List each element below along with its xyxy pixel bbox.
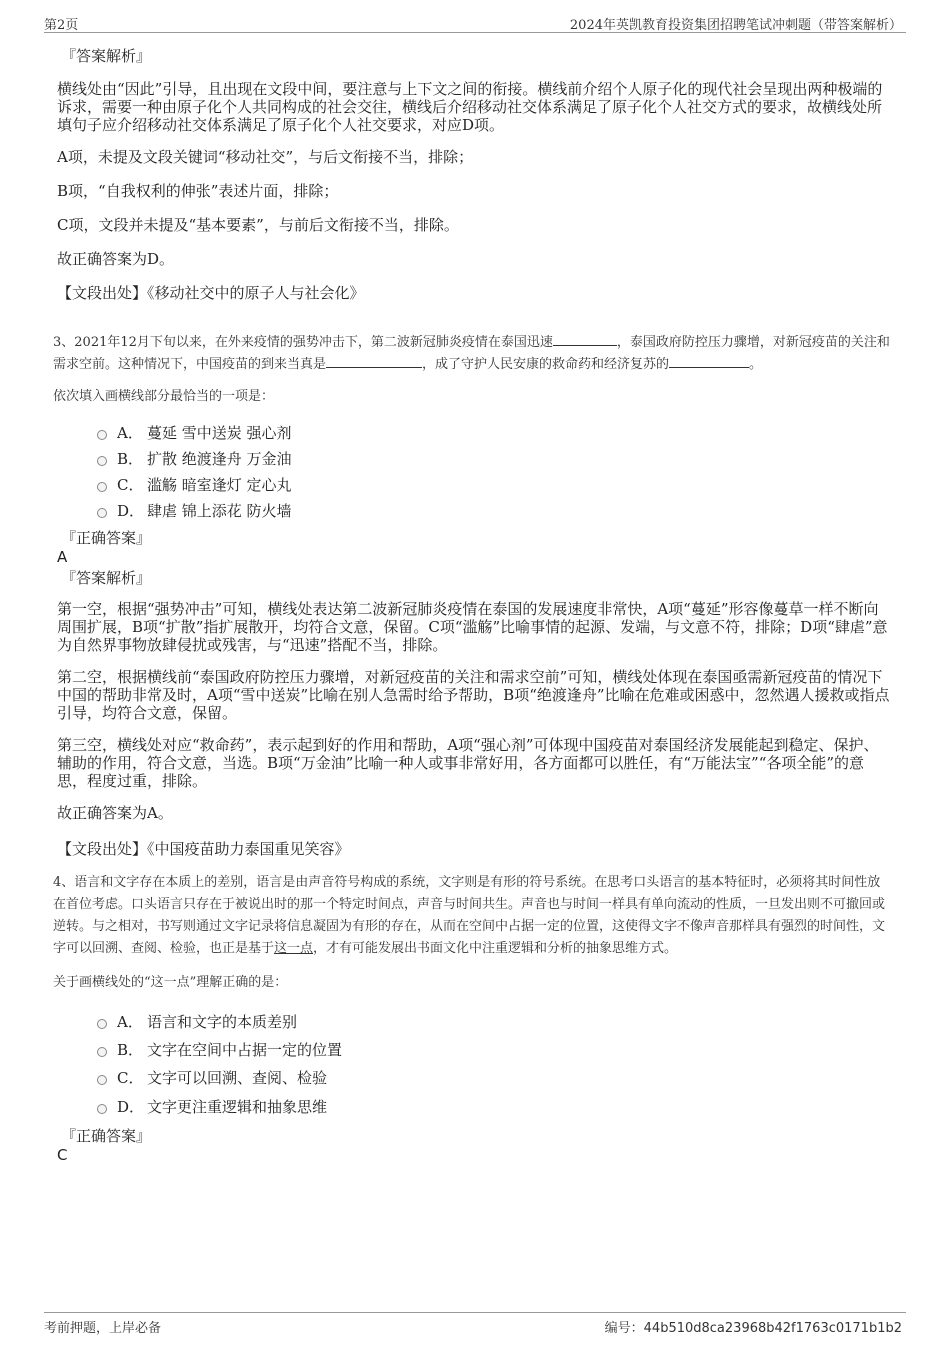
radio-icon[interactable]	[97, 430, 107, 440]
q4-answer: C	[57, 1146, 68, 1164]
blank-3	[669, 355, 749, 368]
q3-answer-label: 『正确答案』	[61, 529, 152, 547]
q2-conclusion: 故正确答案为D。	[57, 250, 175, 268]
blank-2	[326, 355, 422, 368]
q4-option-d[interactable]: D． 文字更注重逻辑和抽象思维	[97, 1092, 890, 1122]
page-header	[44, 14, 906, 33]
blank-1	[553, 333, 617, 346]
q3-conclusion: 故正确答案为A。	[57, 804, 173, 822]
q4-prompt: 关于画横线处的“这一点”理解正确的是：	[53, 975, 288, 990]
footer-slogan: 考前押题，上岸必备	[44, 1321, 162, 1336]
q4-stem: 4、语言和文字存在本质上的差别，语言是由声音符号构成的系统，文字则是有形的符号系统。在思考口头语言的基本特征时，必须将其时间性放在首位考虑。口头语言只存在于被说出时的那一个特定时间点，声音与时间共生。声音也与时间一样具有单向流动的性质，一旦发出则不可撤回或逆转。与之相对，书写则通过文字记录将信息凝固为有形的存在，从而在空间中占据一定的位置，这使得文字不像声音那样具有强烈的时间性，文字可以回溯、查阅、检验，也正是基于这一点，才有可能发展出书面文化中注重逻辑和分析的抽象思维方式。	[53, 875, 886, 956]
radio-icon[interactable]	[97, 1047, 107, 1057]
document-title: 2024年英凯教育投资集团招聘笔试冲刺题（带答案解析）	[569, 18, 902, 33]
q2-source: 【文段出处】《移动社交中的原子人与社会化》	[57, 284, 365, 302]
q2-analysis-text: 横线处由“因此”引导，且出现在文段中间，要注意与上下文之间的衔接。横线前介绍个人原子化的现代社会呈现出两种极端的诉求，需要一种由原子化个人共同构成的社会交往，横线后介绍移动社交体系满足了原子化个人社交方式的要求，故横线处所填句子应介绍移动社交体系满足了原子化个人社交要求，对应D项。	[57, 80, 883, 134]
page-footer	[44, 1312, 906, 1336]
q3-option-c[interactable]: C． 滥觞 暗室逢灯 定心丸	[97, 472, 890, 498]
radio-icon[interactable]	[97, 508, 107, 518]
radio-icon[interactable]	[97, 482, 107, 492]
footer-serial: 编号：44b510d8ca23968b42f1763c0171b1b2	[604, 1321, 902, 1336]
q2-option-a-note: A项，未提及文段关键词“移动社交”，与后文衔接不当，排除；	[57, 148, 474, 166]
q4-answer-label: 『正确答案』	[61, 1127, 152, 1145]
q3-analysis-label: 『答案解析』	[61, 569, 152, 587]
q4-options	[97, 1008, 890, 1122]
q4-option-b[interactable]: B． 文字在空间中占据一定的位置	[97, 1036, 890, 1064]
q3-analysis-1: 第一空，根据“强势冲击”可知，横线处表达第二波新冠肺炎疫情在泰国的发展速度非常快，A项“蔓延”形容像蔓草一样不断向周围扩展，B项“扩散”指扩展散开，均符合文意，保留。C项“滥觞”比喻事情的起源、发端，与文意不符，排除；D项“肆虐”意为自然界事物放肆侵扰或残害，与“迅速”搭配不当，排除。	[57, 600, 888, 654]
radio-icon[interactable]	[97, 1019, 107, 1029]
q3-analysis-2: 第二空，根据横线前“泰国政府防控压力骤增，对新冠疫苗的关注和需求空前”可知，横线处体现在泰国亟需新冠疫苗的情况下中国的帮助非常及时，A项“雪中送炭”比喻在别人急需时给予帮助，B项“绝渡逢舟”比喻在危难或困惑中，忽然遇人援救或指点引导，均符合文意，保留。	[57, 668, 890, 722]
radio-icon[interactable]	[97, 1075, 107, 1085]
q2-analysis-label: 『答案解析』	[61, 47, 152, 65]
q4-option-a[interactable]: A． 语言和文字的本质差别	[97, 1008, 890, 1036]
q3-prompt: 依次填入画横线部分最恰当的一项是：	[53, 389, 275, 404]
q4-option-c[interactable]: C． 文字可以回溯、查阅、检验	[97, 1064, 890, 1092]
radio-icon[interactable]	[97, 1104, 107, 1114]
q3-answer: A	[57, 548, 68, 566]
q2-option-c-note: C项，文段并未提及“基本要素”，与前后文衔接不当，排除。	[57, 216, 459, 234]
radio-icon[interactable]	[97, 456, 107, 466]
q2-option-b-note: B项，“自我权利的伸张”表述片面，排除；	[57, 182, 339, 200]
underlined-phrase: 这一点	[274, 941, 314, 956]
page-content	[53, 46, 890, 1172]
q3-option-d[interactable]: D． 肆虐 锦上添花 防火墙	[97, 498, 890, 524]
page-number: 第2页	[44, 18, 79, 33]
q3-option-a[interactable]: A． 蔓延 雪中送炭 强心剂	[97, 420, 890, 446]
q3-options	[97, 420, 890, 524]
q3-option-b[interactable]: B． 扩散 绝渡逢舟 万金油	[97, 446, 890, 472]
q3-stem: 3、2021年12月下旬以来，在外来疫情的强势冲击下，第二波新冠肺炎疫情在泰国迅速 ，泰国政府防控压力骤增，对新冠疫苗的关注和需求空前。这种情况下，中国疫苗的到来当真是 ，成了守护人民安康的救命药和经济复苏的 。	[53, 335, 890, 372]
q3-analysis-3: 第三空，横线处对应“救命药”，表示起到好的作用和帮助，A项“强心剂”可体现中国疫苗对泰国经济发展能起到稳定、保护、辅助的作用，符合文意，当选。B项“万金油”比喻一种人或事非常好用，各方面都可以胜任，有“万能法宝”“各项全能”的意思，程度过重，排除。	[57, 736, 879, 790]
q3-source: 【文段出处】《中国疫苗助力泰国重见笑容》	[57, 840, 350, 858]
